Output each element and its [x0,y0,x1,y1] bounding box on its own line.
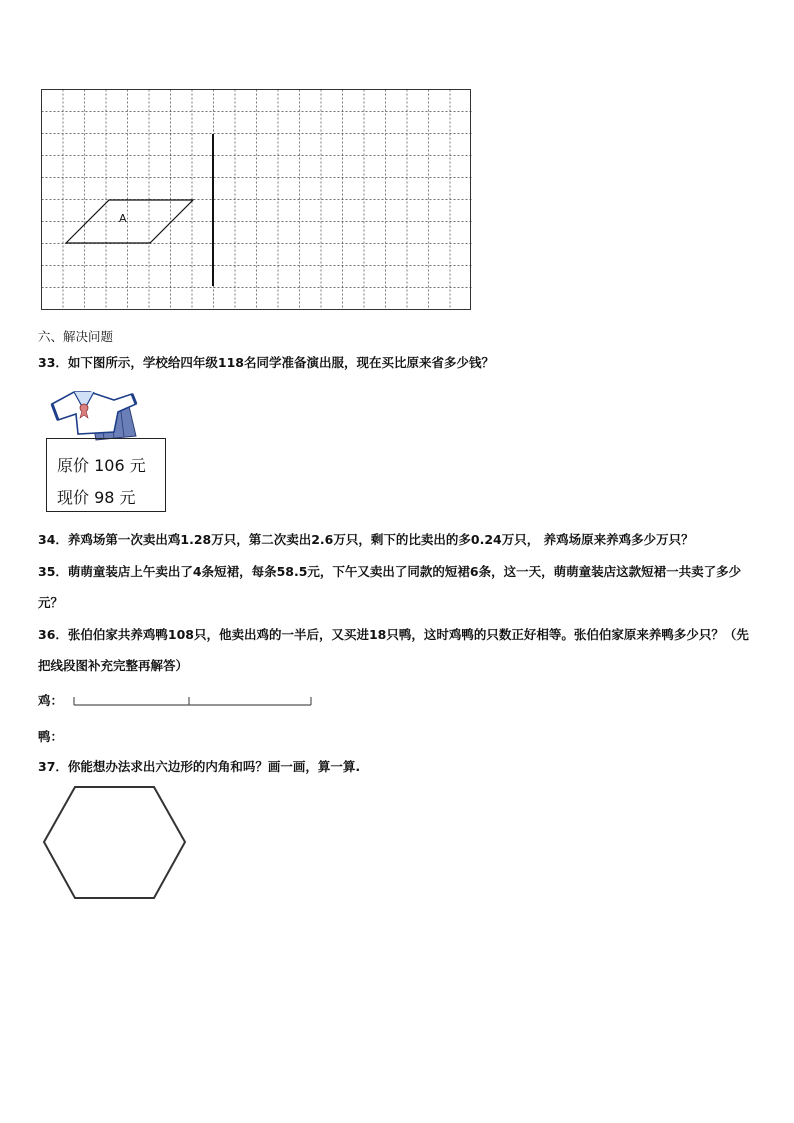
hexagon-figure [40,784,190,904]
original-price: 原价 106 元 [57,456,146,475]
grid-figure [40,88,474,314]
label-a: A [119,212,127,225]
chicken-segment [70,693,315,709]
grid-lines [42,90,472,310]
question-35: 35．萌萌童装店上午卖出了4条短裙，每条58.5元，下午又卖出了同款的短裙6条，这一天，萌萌童装店这款短裙一共卖了多少元？ [38,564,742,610]
section-title: 六、解决问题 [38,329,114,344]
question-34: 34．养鸡场第一次卖出鸡1.28万只，第二次卖出2.6万只，剩下的比卖出的多0.24万只， 养鸡场原来养鸡多少万只？ [38,532,694,547]
duck-label: 鸭： [38,729,64,744]
costume-icon [44,384,140,442]
chicken-label: 鸡： [38,693,64,708]
question-37: 37．你能想办法求出六边形的内角和吗？画一画，算一算. [38,759,361,774]
question-36: 36．张伯伯家共养鸡鸭108只，他卖出鸡的一半后，又买进18只鸭，这时鸡鸭的只数正好相等。张伯伯家原来养鸭多少只？（先把线段图补充完整再解答） [38,627,749,673]
question-33: 33．如下图所示，学校给四年级118名同学准备演出服，现在买比原来省多少钱？ [38,355,494,370]
price-box [46,438,166,512]
current-price: 现价 98 元 [57,488,136,507]
